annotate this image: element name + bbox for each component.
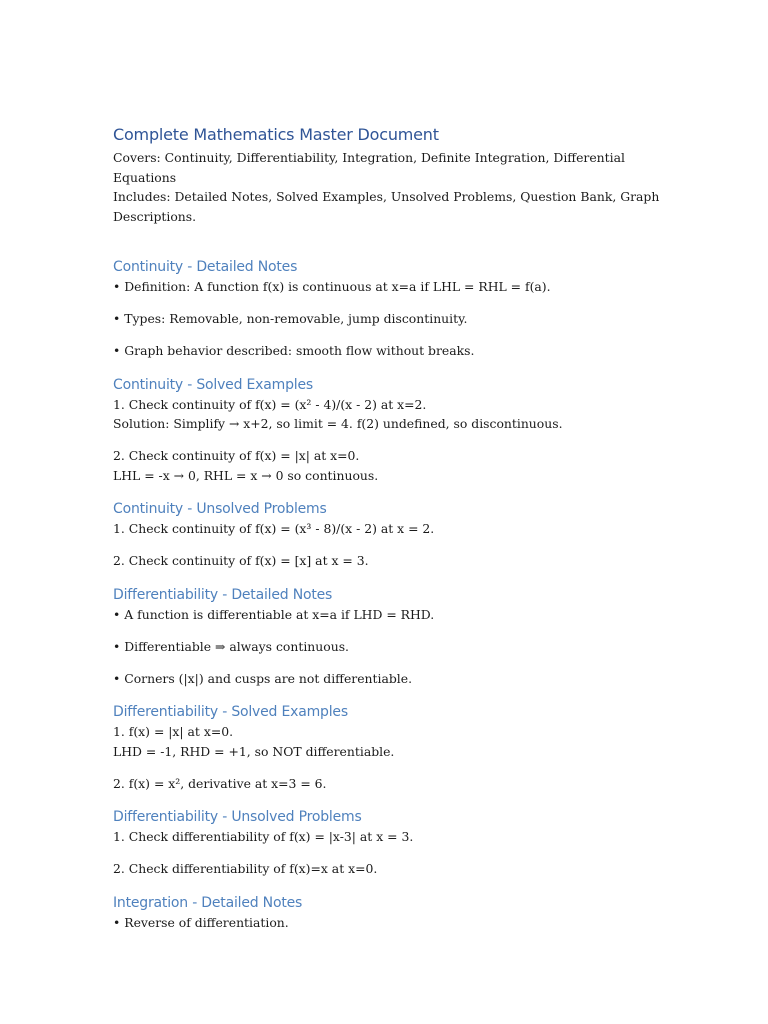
section-heading: Continuity - Solved Examples: [113, 376, 313, 393]
section-paragraph: 2. f(x) = x², derivative at x=3 = 6.: [113, 775, 327, 791]
paragraph-spacer: [113, 656, 673, 669]
section-spacer: [113, 361, 673, 375]
document-title: Complete Mathematics Master Document: [113, 125, 439, 144]
section-heading: Differentiability - Unsolved Problems: [113, 809, 362, 825]
section-paragraph: • Types: Removable, non-removable, jump discontinuity.: [113, 311, 468, 326]
section-heading: Differentiability - Detailed Notes: [113, 586, 333, 603]
section-paragraph: • Definition: A function f(x) is continuous at x=a if LHL = RHL = f(a).: [113, 279, 551, 294]
section-spacer: [113, 793, 673, 807]
section-paragraph: 2. Check differentiability of f(x)=x at x=0.: [113, 861, 378, 876]
paragraph-spacer: [113, 847, 673, 860]
paragraph-spacer: [113, 434, 673, 447]
section-heading: Continuity - Detailed Notes: [113, 259, 298, 275]
section-heading: Differentiability - Solved Examples: [113, 704, 348, 720]
section-paragraph: 1. Check continuity of f(x) = (x² - 4)/(x - 2) at x=2. Solution: Simplify → x+2, so limit = 4. f(2) undefined, so discontinuous.: [113, 396, 563, 431]
paragraph-spacer: [113, 624, 673, 637]
section-heading: Continuity - Unsolved Problems: [113, 501, 327, 517]
section-paragraph: 1. Check continuity of f(x) = (x³ - 8)/(x - 2) at x = 2.: [113, 521, 435, 536]
section-heading: Integration - Detailed Notes: [113, 894, 303, 911]
paragraph-spacer: [113, 761, 673, 774]
section-paragraph: • Reverse of differentiation.: [113, 914, 289, 930]
document-body: [113, 124, 673, 932]
section-paragraph: 2. Check continuity of f(x) = |x| at x=0. LHL = -x → 0, RHL = x → 0 so continuous.: [113, 448, 379, 483]
spacer: [113, 226, 673, 257]
document-intro: Covers: Continuity, Differentiability, Integration, Definite Integration, Differential Equations Includes: Detailed Notes, Solved Examples, Unsolved Problems, Question Bank, Graph Descriptions.: [113, 150, 660, 224]
paragraph-spacer: [113, 539, 673, 552]
section-paragraph: • Corners (|x|) and cusps are not differentiable.: [113, 670, 413, 686]
section-paragraph: 1. f(x) = |x| at x=0. LHD = -1, RHD = +1, so NOT differentiable.: [113, 724, 395, 759]
section-paragraph: • A function is differentiable at x=a if LHD = RHD.: [113, 606, 435, 622]
paragraph-spacer: [113, 329, 673, 342]
section-spacer: [113, 688, 673, 702]
section-spacer: [113, 571, 673, 585]
section-paragraph: 2. Check continuity of f(x) = [x] at x = 3.: [113, 553, 369, 568]
paragraph-spacer: [113, 297, 673, 310]
section-spacer: [113, 879, 673, 893]
section-paragraph: • Differentiable ⇒ always continuous.: [113, 638, 349, 654]
section-paragraph: 1. Check differentiability of f(x) = |x-3| at x = 3.: [113, 829, 414, 844]
section-paragraph: • Graph behavior described: smooth flow without breaks.: [113, 343, 475, 358]
sections-container: [113, 257, 673, 932]
section-spacer: [113, 485, 673, 499]
